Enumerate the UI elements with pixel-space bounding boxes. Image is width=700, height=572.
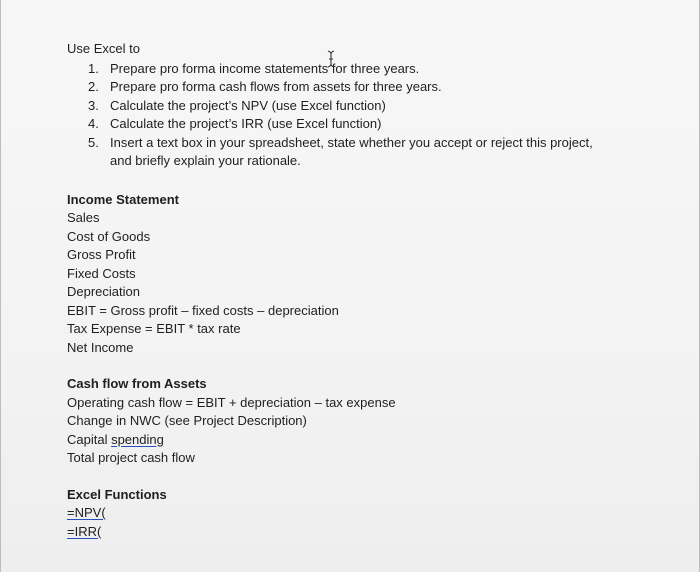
income-line-gross-profit: Gross Profit — [67, 247, 136, 262]
income-line-depreciation: Depreciation — [67, 284, 140, 299]
income-line-cost-of-goods: Cost of Goods — [67, 228, 151, 244]
task-item: 3. Calculate the project’s NPV (use Excel function) — [88, 97, 386, 113]
cash-flow-line-capital: Capital spending — [67, 431, 164, 447]
document-content — [67, 40, 667, 541]
income-line-sales: Sales — [67, 210, 100, 225]
capital-spending-word: spending — [111, 431, 164, 447]
cash-flow-line-nwc: Change in NWC (see Project Description) — [67, 413, 307, 428]
income-line-net-income: Net Income — [67, 339, 134, 355]
excel-functions-heading: Excel Functions — [67, 486, 167, 502]
intro-text: Use Excel to — [67, 41, 140, 56]
task-item: 4. Calculate the project’s IRR (use Excel function) — [88, 116, 382, 131]
income-line-fixed-costs: Fixed Costs — [67, 265, 136, 281]
task-list — [67, 60, 667, 171]
irr-function: =IRR( — [67, 523, 102, 539]
cash-flow-heading: Cash flow from Assets — [67, 376, 207, 391]
income-line-ebit: EBIT = Gross profit – fixed costs – depreciation — [67, 302, 339, 318]
income-statement-section — [67, 191, 667, 358]
task-item: 5. Insert a text box in your spreadsheet, state whether you accept or reject this project, and briefly explain your rationale. — [88, 134, 593, 168]
excel-functions-section — [67, 486, 667, 542]
npv-function: =NPV( — [67, 505, 106, 520]
cash-flow-section — [67, 375, 667, 468]
task-item: 2. Prepare pro forma cash flows from assets for three years. — [88, 79, 442, 94]
cash-flow-line-operating: Operating cash flow = EBIT + depreciation – tax expense — [67, 394, 396, 410]
income-line-tax-expense: Tax Expense = EBIT * tax rate — [67, 321, 241, 336]
cash-flow-line-total: Total project cash flow — [67, 450, 195, 465]
task-item: 1. Prepare pro forma income statements for three years. — [88, 60, 420, 76]
income-statement-heading: Income Statement — [67, 191, 179, 207]
